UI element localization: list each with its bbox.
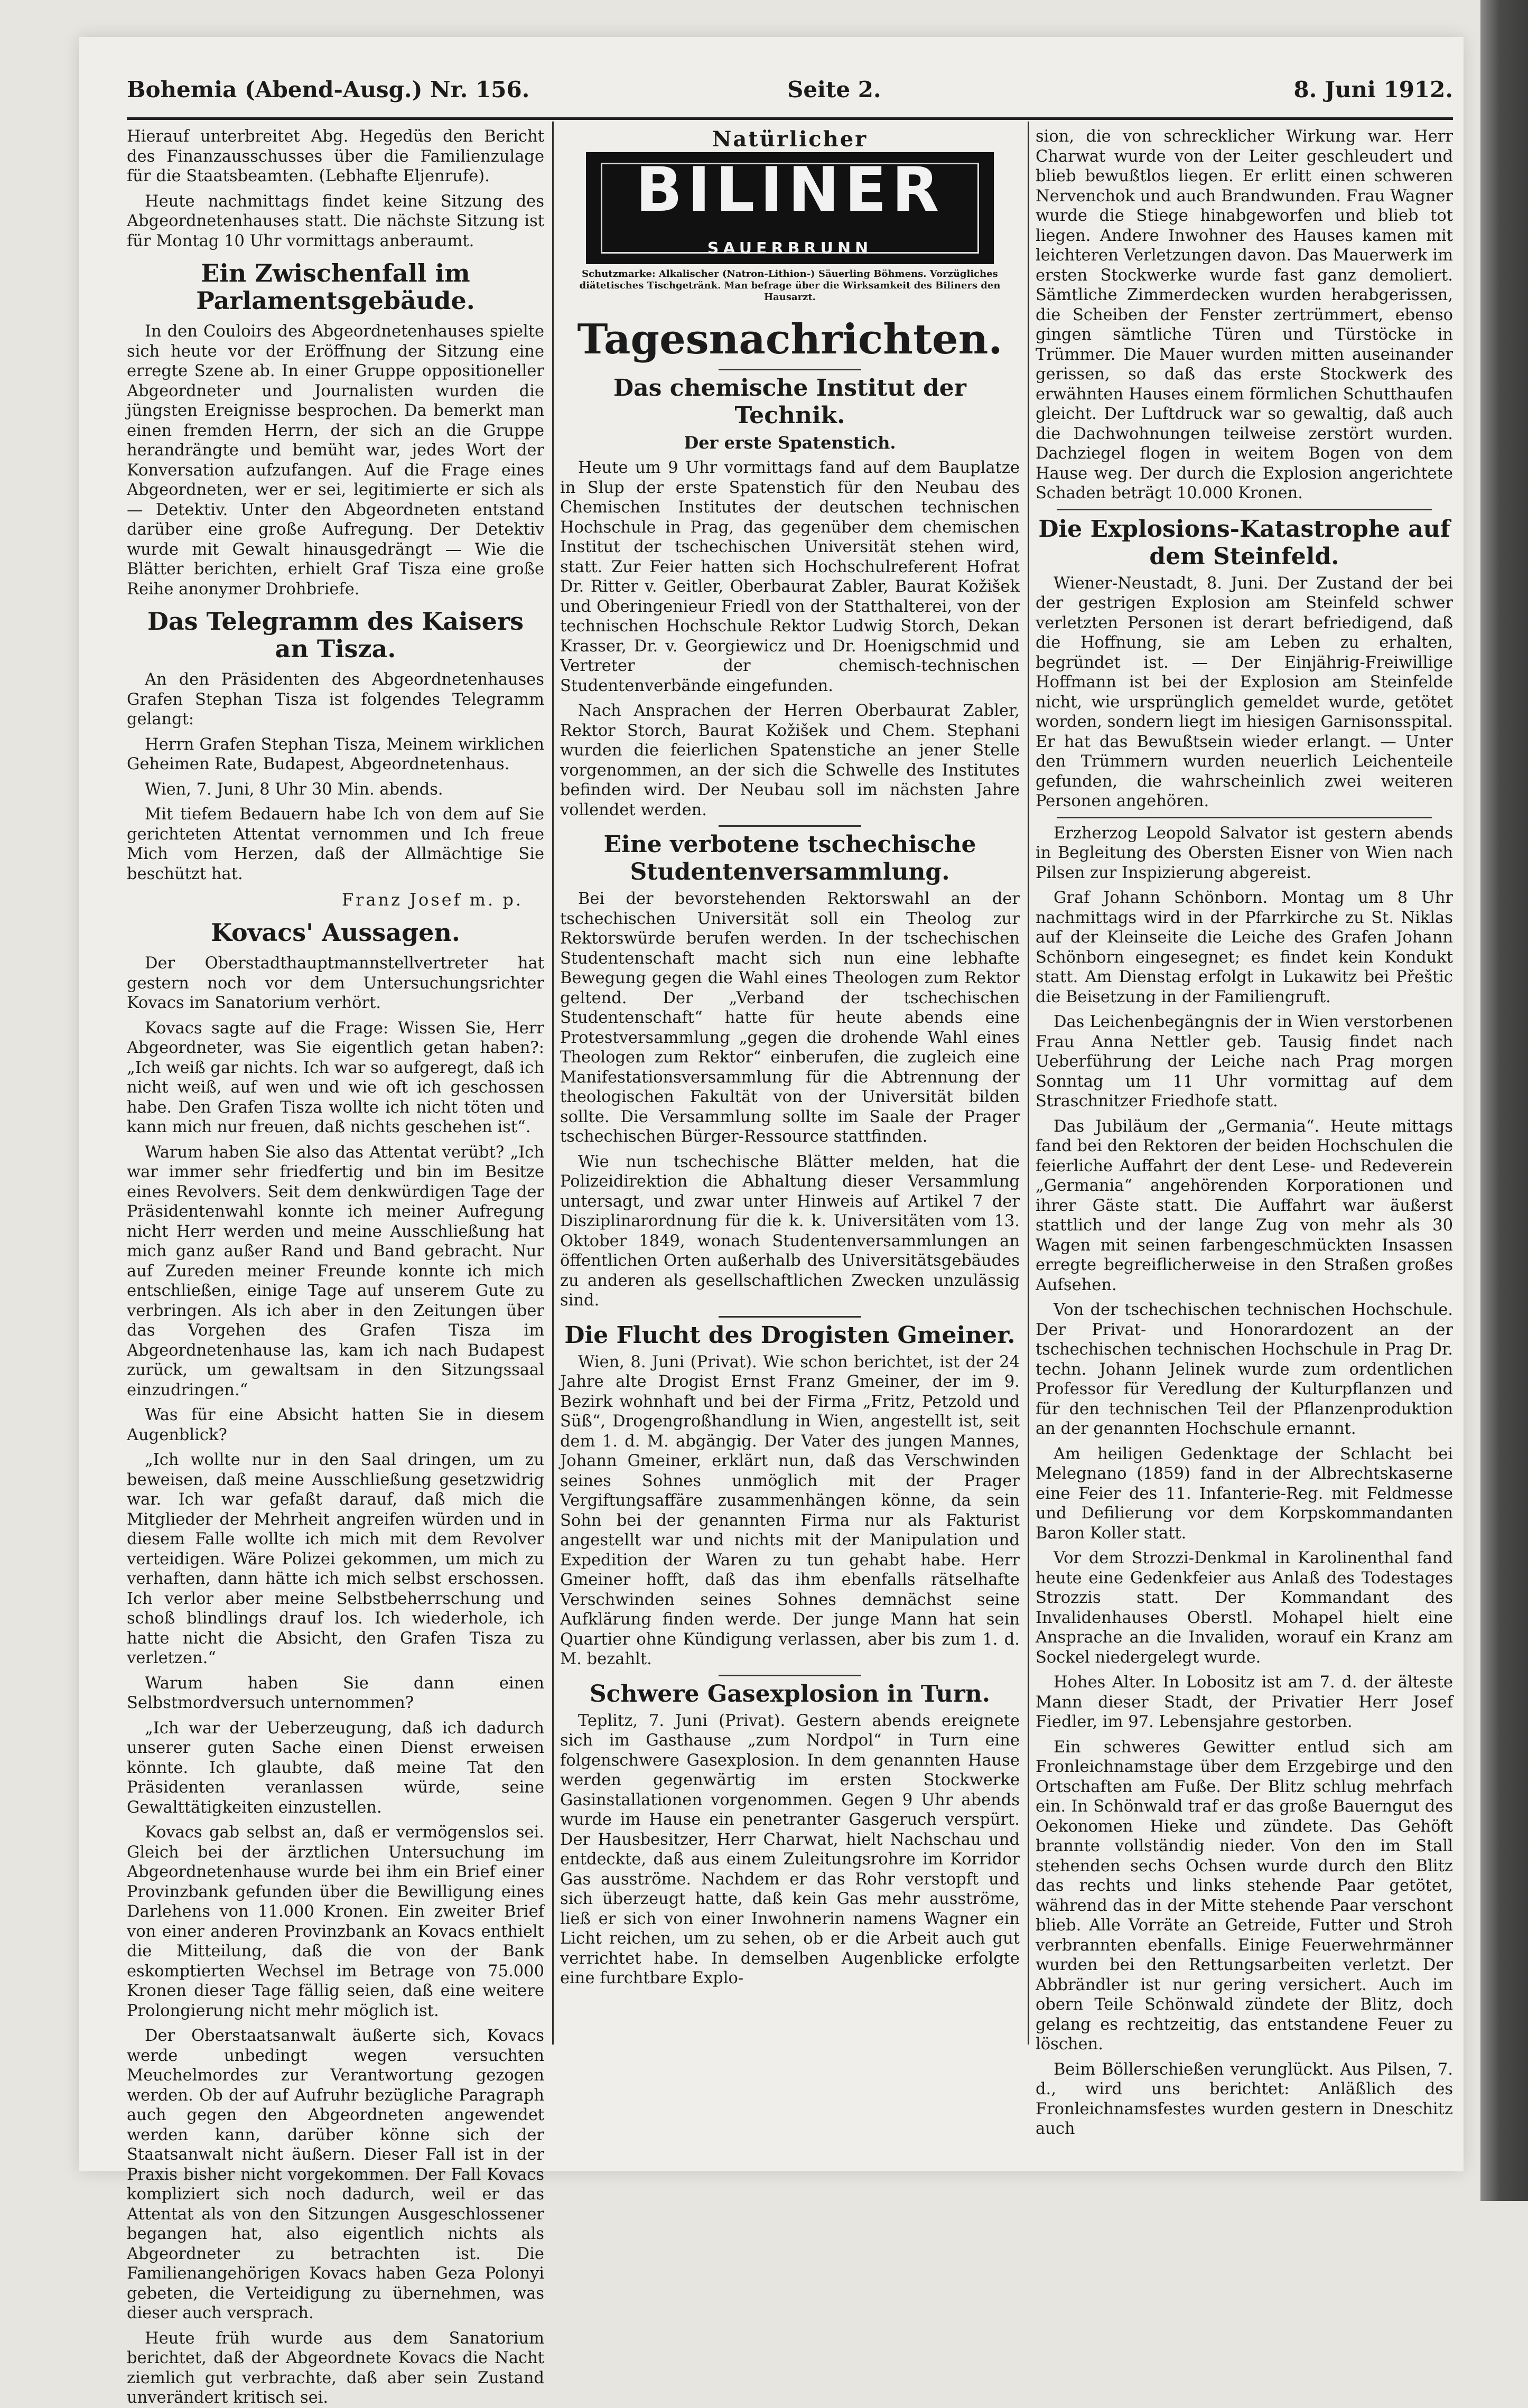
divider (719, 1316, 861, 1318)
column-rule-1 (552, 122, 554, 2045)
paragraph: Der Oberstaatsanwalt äußerte sich, Kovacs werde unbedingt wegen versuchten Meuchelmordes zur Verantwortung gezogen werden. Ob der auf Aufruhr bezügliche Paragraph auch gegen den Abgeordneten angewendet werden kann, darüber könne sich der Staatsanwalt nicht äußern. Dieser Fall ist in der Praxis bisher nicht vorgekommen. Der Fall Kovacs kompliziert sich noch dadurch, weil er das Attentat als von den Sitzungen Ausgeschlossener begangen hat, also eigentlich nichts als Abgeordneter zu betrachten ist. Die Familienangehörigen Kovacs haben Geza Polonyi gebeten, die Verteidigung zu übernehmen, was dieser auch versprach. (127, 2027, 544, 2322)
biliner-advertisement (563, 127, 1017, 301)
paragraph: Teplitz, 7. Juni (Privat). Gestern abends ereignete sich im Gasthause „zum Nordpol“ in Turn eine folgenschwere Gasexplosion. In dem genannten Hause werden gegenwärtig im ersten Stockwerke Gasinstallationen vorgenommen. Gegen 9 Uhr abends wurde im Hause ein penetranter Gasgeruch verspürt. Der Hausbesitzer, Herr Charwat, hielt Nachschau und entdeckte, daß aus einem Zuleitungsrohre im Korridor Gas ausströme. Nachdem er das Rohr verstopft und sich überzeugt hatte, daß kein Gas mehr ausströme, ließ er sich von einer Inwohnerin namens Wagner ein Licht reichen, um zu sehen, ob er die Arbeit auch gut verrichtet habe. In demselben Augenblicke erfolgte eine furchtbare Explo- (560, 1711, 1020, 1987)
column-left (127, 127, 544, 2407)
ad-tagline: Natürlicher (712, 127, 868, 152)
paragraph: Nach Ansprachen der Herren Oberbaurat Zabler, Rektor Storch, Baurat Kožišek und Chem. Stephani wurden die feierlichen Spatenstiche an jener Stelle vorgenommen, an der sich die Schwelle des Institutes befinden wird. Der Neubau soll im nächsten Jahre vollendet werden. (560, 702, 1020, 819)
headline-steinfeld: Die Explosions-Katastrophe auf dem Steinfeld. (1038, 515, 1450, 570)
masthead-issue: Bohemia (Abend-Ausg.) Nr. 156. (127, 77, 530, 102)
paragraph: Graf Johann Schönborn. Montag um 8 Uhr nachmittags wird in der Pfarrkirche zu St. Niklas auf der Kleinseite die Leiche des Grafen Johann Schönborn eingesegnet; es findet kein Kondukt statt. Am Dienstag erfolgt in Lukawitz bei Přeštic die Beisetzung in der Familiengruft. (1036, 889, 1453, 1006)
paragraph: Wiener-Neustadt, 8. Juni. Der Zustand der bei der gestrigen Explosion am Steinfeld schwer verletzten Personen ist derart befriedigend, daß die Hoffnung, sie am Leben zu erhalten, begründet ist. — Der Einjährig-Freiwillige Hoffmann ist bei der Explosion am Steinfelde nicht, wie ursprünglich gemeldet wurde, getötet worden, sondern liegt im hiesigen Garnisonsspital. Er hat das Bewußtsein wieder erlangt. — Unter den Trümmern wurden neuerlich Leichenteile gefunden, die wahrscheinlich zwei weiteren Personen angehören. (1036, 574, 1453, 810)
paragraph: Hohes Alter. In Lobositz ist am 7. d. der älteste Mann dieser Stadt, der Privatier Herr Josef Fiedler, im 97. Lebensjahre gestorben. (1036, 1673, 1453, 1731)
paragraph: Wien, 7. Juni, 8 Uhr 30 Min. abends. (145, 780, 443, 799)
ad-brand-name: BILINER (635, 154, 945, 226)
paragraph: Kovacs sagte auf die Frage: Wissen Sie, Herr Abgeordneter, was Sie eigentlich getan haben?: „Ich weiß gar nichts. Ich war so aufgeregt, daß ich nicht weiß, auf wen und wie oft ich geschossen habe. Den Grafen Tisza wollte ich nicht töten und kann mich nur freuen, daß nichts geschehen ist“. (127, 1019, 544, 1136)
headline-chemisches-institut: Das chemische Institut der Technik. (613, 375, 966, 429)
paragraph: Wien, 8. Juni (Privat). Wie schon berichtet, ist der 24 Jahre alte Drogist Ernst Franz Gmeiner, der im 9. Bezirk wohnhaft und bei der Firma „Fritz, Petzold und Süß“, Drogengroßhandlung in Wien, angestellt ist, seit dem 1. d. M. abgängig. Der Vater des jungen Mannes, Johann Gmeiner, erklärt nun, daß das Verschwinden seines Sohnes unmöglich mit der Prager Vergiftungsaffäre zusammenhängen könne, da sein Sohn bei der genannten Firma nur als Fakturist angestellt war und nichts mit der Manipulation und Expedition der Waren zu tun gehabt habe. Herr Gmeiner hofft, daß das ihm ebenfalls rätselhafte Verschwinden seines Sohnes demnächst seine Aufklärung finden werde. Der junge Mann hat sein Quartier ohne Kündigung verlassen, aber bis zum 1. d. M. bezahlt. (560, 1352, 1020, 1668)
paragraph: Heute früh wurde aus dem Sanatorium berichtet, daß der Abgeordnete Kovacs die Nacht ziemlich gut verbrachte, daß aber sein Zustand unverändert kritisch sei. (127, 2329, 544, 2407)
paragraph: Das Leichenbegängnis der in Wien verstorbenen Frau Anna Nettler geb. Tausig findet nach Ueberführung der Leiche nach Prag morgen Sonntag um 11 Uhr vormittag auf dem Straschnitzer Friedhofe statt. (1036, 1013, 1453, 1110)
column-right (1036, 127, 1453, 2138)
column-rule-2 (1028, 122, 1029, 2045)
ad-logo-box (586, 152, 994, 264)
headline-drogist-gmeiner: Die Flucht des Drogisten Gmeiner. (564, 1321, 1015, 1349)
paragraph: Kovacs gab selbst an, daß er vermögenslos sei. Gleich bei der ärztlichen Untersuchung im Abgeordnetenhause wurde bei ihm ein Brief einer Provinzbank gefunden über die Bewilligung eines Darlehens von 11.000 Kronen. Ein zweiter Brief von einer anderen Provinzbank an Kovacs enthielt die Mitteilung, daß die von der Bank eskomptierten Wechsel im Betrage von 75.000 Kronen dieser Tage fällig seien, daß eine weitere Prolongierung nicht mehr möglich ist. (127, 1823, 544, 2020)
paragraph: sion, die von schrecklicher Wirkung war. Herr Charwat wurde von der Leiter geschleudert und blieb bewußtlos liegen. Er erlitt einen schweren Nervenchok und auch Brandwunden. Frau Wagner wurde die Stiege hinabgeworfen und blieb tot liegen. Andere Inwohner des Hauses kamen mit leichteren Verletzungen davon. Das Mauerwerk im ersten Stockwerke wurde fast ganz demoliert. Sämtliche Zimmerdecken wurden herabgerissen, die Scheiben der Fenster zertrümmert, ebenso gingen sämtliche Türen und Türstöcke in Trümmer. Die Mauer wurden mitten auseinander gerissen, so daß das erste Stockwerk des erwähnten Hauses einem förmlichen Schutthaufen gleicht. Der Luftdruck war so gewaltig, daß auch die Dachwohnungen teilweise zerstört wurden. Dachziegel flogen in weitem Bogen von dem Hause weg. Der durch die Explosion angerichtete Schaden beträgt 10.000 Kronen. (1036, 127, 1453, 502)
paragraph: Das Jubiläum der „Germania“. Heute mittags fand bei den Rektoren der beiden Hochschulen die feierliche Auffahrt der dent Lese- und Redeverein „Germania“ angehörenden Korporationen und ihrer Gäste statt. Die Auffahrt war äußerst stattlich und der lange Zug von mehr als 30 Wagen mit seinen farbengeschmückten Insassen erregte begreiflicherweise in den Straßen großes Aufsehen. (1036, 1117, 1453, 1294)
paragraph: Der Oberstadthauptmannstellvertreter hat gestern noch vor dem Untersuchungsrichter Kovacs im Sanatorium verhört. (127, 954, 544, 1012)
paragraph: Warum haben Sie also das Attentat verübt? „Ich war immer sehr friedfertig und bin im Besitze eines Revolvers. Seit dem denkwürdigen Tage der Präsidentenwahl konnte ich meiner Aufregung nicht Herr werden und meine Ausschließung hat mich ganz außer Rand und Band gebracht. Nur auf Zureden meiner Freunde konnte ich mich entschließen, einige Tage auf unserem Gute zu verbringen. Als ich aber in den Zeitungen über das Vorgehen des Grafen Tisza im Abgeordnetenhause las, kam ich nach Budapest zurück, um gewaltsam in den Sitzungssaal einzudringen.“ (127, 1143, 544, 1399)
paragraph: Wie nun tschechische Blätter melden, hat die Polizeidirektion die Abhaltung dieser Versammlung untersagt, und zwar unter Hinweis auf Artikel 7 der Disziplinarordnung für die k. k. Universitäten vom 13. Oktober 1849, wonach Studentenversammlungen an öffentlichen Orten außerhalb des Universitätsgebäudes zu anderen als gesellschaftlichen Zwecken unzulässig sind. (560, 1152, 1020, 1310)
header-rule (127, 117, 1453, 120)
paragraph: In den Couloirs des Abgeordnetenhauses spielte sich heute vor der Eröffnung der Sitzung eine erregte Szene ab. In einer Gruppe oppositioneller Abgeordneter und Journalisten wurden die jüngsten Ereignisse besprochen. Da bemerkt man einen fremden Herrn, der sich an die Gruppe herandrängte und bemüht war, jedes Wort der Konversation aufzufangen. Auf die Frage eines Abgeordneten, wer er sei, legitimierte er sich als — Detektiv. Unter den Abgeordneten entstand darüber eine große Aufregung. Der Detektiv wurde mit Gewalt hinausgedrängt — Wie die Blätter berichten, erhielt Graf Tisza eine große Reihe anonymer Drohbriefe. (127, 322, 544, 599)
headline-studentenversammlung: Eine verbotene tschechische Studentenversammlung. (603, 831, 976, 885)
paragraph: Warum haben Sie dann einen Selbstmordversuch unternommen? (127, 1674, 544, 1712)
divider (719, 825, 861, 827)
paragraph: Am heiligen Gedenktage der Schlacht bei Melegnano (1859) fand in der Albrechtskaserne eine Feier des 11. Infanterie-Reg. mit Feldmesse und Defilierung vor dem Korpskommandanten Baron Koller statt. (1036, 1444, 1453, 1543)
paragraph: „Ich wollte nur in den Saal dringen, um zu beweisen, daß meine Ausschließung gesetzwidrig war. Ich war gefaßt darauf, daß mich die Mitglieder der Mehrheit angreifen würden und in diesem Falle wollte ich mich mit dem Revolver verteidigen. Wäre Polizei gekommen, um mich zu verhaften, dann hätte ich mich selbst erschossen. Ich verlor aber meine Selbstbeherrschung und schoß blindlings drauf los. Ich wiederhole, ich hatte nicht die Absicht, den Grafen Tisza zu verletzen.“ (127, 1451, 544, 1667)
divider (1057, 509, 1432, 510)
column-middle (560, 127, 1020, 2050)
page-number: Seite 2. (787, 77, 881, 102)
section-title-tagesnachrichten: Tagesnachrichten. (577, 315, 1003, 363)
headline-telegramm: Das Telegramm des Kaisers an Tisza. (147, 607, 524, 663)
headline-gasexplosion: Schwere Gasexplosion in Turn. (589, 1680, 991, 1707)
paragraph: Vor dem Strozzi-Denkmal in Karolinenthal fand heute eine Gedenkfeier aus Anlaß des Todestages Strozzis statt. Der Kommandant des Invalidenhauses Oberstl. Mohapel hielt eine Ansprache an die Invaliden, worauf ein Kranz am Sockel niedergelegt wurde. (1036, 1549, 1453, 1667)
paragraph: An den Präsidenten des Abgeordnetenhauses Grafen Stephan Tisza ist folgendes Telegramm gelangt: (127, 670, 544, 729)
divider (719, 369, 861, 370)
signature-line: Franz Josef m. p. (341, 890, 523, 910)
paragraph: Erzherzog Leopold Salvator ist gestern abends in Begleitung des Obersten Eisner von Wien nach Pilsen zur Inspizierung abgereist. (1036, 824, 1453, 882)
paragraph: Herrn Grafen Stephan Tisza, Meinem wirklichen Geheimen Rate, Budapest, Abgeordnetenhaus. (127, 735, 544, 773)
issue-date: 8. Juni 1912. (1293, 77, 1453, 102)
paragraph: Beim Böllerschießen verunglückt. Aus Pilsen, 7. d., wird uns berichtet: Anläßlich des Fronleichnamsfestes wurden gestern in Dneschitz auch (1036, 2060, 1453, 2138)
paragraph: Heute nachmittags findet keine Sitzung des Abgeordnetenhauses statt. Die nächste Sitzung ist für Montag 10 Uhr vormittags anberaumt. (127, 192, 544, 250)
scan-edge (1480, 0, 1528, 2201)
paragraph: Bei der bevorstehenden Rektorswahl an der tschechischen Universität soll ein Theolog zur Rektorswürde berufen werden. In der tschechischen Studentenschaft macht sich nun eine lebhafte Bewegung gegen die Wahl eines Theologen zum Rektor geltend. Der „Verband der tschechischen Studentenschaft“ hatte für heute abends eine Protestversammlung „gegen die drohende Wahl eines Theologen zum Rektor“ einberufen, die zugleich eine Manifestationsversammlung für die Abtrennung der theologischen Fakultät von der Universität bilden sollte. Die Versammlung sollte im Saale der Prager tschechischen Bürger-Ressource stattfinden. (560, 890, 1020, 1146)
paragraph: Heute um 9 Uhr vormittags fand auf dem Bauplatze in Slup der erste Spatenstich für den Neubau des Chemischen Institutes der deutschen technischen Hochschule in Prag, das gegenüber dem chemischen Institut der tschechischen Universität stehen wird, statt. Zur Feier hatten sich Hochschulreferent Hofrat Dr. Ritter v. Geitler, Oberbaurat Zabler, Baurat Kožišek und Oberingenieur Friedl von der Statthalterei, von der technischen Hochschule Rektor Ludwig Storch, Dekan Krasser, Dr. v. Georgiewicz und Dr. Hoenigschmid und Vertreter der chemisch-technischen Studentenverbände eingefunden. (560, 459, 1020, 695)
paragraph: Hierauf unterbreitet Abg. Hegedüs den Bericht des Finanzausschusses über die Familienzulage für die Staatsbeamten. (Lebhafte Eljenrufe). (127, 127, 544, 185)
divider (719, 1675, 861, 1676)
divider (1057, 817, 1432, 818)
paragraph: Von der tschechischen technischen Hochschule. Der Privat- und Honorardozent an der tschechischen technischen Hochschule in Prag Dr. techn. Johann Jelinek wurde zum ordentlichen Professor für Veredlung der Kulturpflanzen und für den technischen Teil der Pflanzenproduktion an der genannten Hochschule ernannt. (1036, 1301, 1453, 1438)
subheadline: Der erste Spatenstich. (684, 433, 896, 453)
paragraph: Was für eine Absicht hatten Sie in diesem Augenblick? (127, 1406, 544, 1444)
headline-kovacs: Kovacs' Aussagen. (211, 918, 460, 947)
paragraph: Ein schweres Gewitter entlud sich am Fronleichnamstage über dem Erzgebirge und den Ortschaften am Fuße. Der Blitz schlug mehrfach ein. In Schönwald traf er das große Bauerngut des Oekonomen Hieke und zündete. Das Gehöft brannte vollständig nieder. Von den im Stall stehenden sechs Ochsen wurde durch den Blitz das rechts und links stehende Paar getötet, während das in der Mitte stehende Paar verschont blieb. Alle Vorräte an Getreide, Futter und Stroh verbrannten ebenfalls. Einige Feuerwehrmänner wurden bei den Rettungsarbeiten verletzt. Der Abbrändler ist nur gering versichert. Auch im obern Teile Schönwald zündete der Blitz, doch gelang es rechtzeitig, das entstandene Feuer zu löschen. (1036, 1738, 1453, 2054)
paragraph: Mit tiefem Bedauern habe Ich von dem auf Sie gerichteten Attentat vernommen und Ich freue Mich vom Herzen, daß der Allmächtige Sie beschützt hat. (127, 805, 544, 883)
page-header (127, 77, 1453, 114)
headline-zwischenfall: Ein Zwischenfall im Parlamentsgebäude. (196, 259, 475, 315)
paragraph: „Ich war der Ueberzeugung, daß ich dadurch unserer guten Sache einen Dienst erweisen könnte. Ich glaubte, daß meine Tat den Präsidenten veranlassen würde, seine Gewalttätigkeiten einzustellen. (127, 1719, 544, 1817)
ad-fine-print: Schutzmarke: Alkalischer (Natron-Lithion-) Säuerling Böhmens. Vorzügliches diätetisches Tischgetränk. Man befrage über die Wirksamkeit des Biliners den Hausarzt. (579, 268, 1001, 303)
ad-subtitle: SAUERBRUNN (707, 239, 873, 258)
